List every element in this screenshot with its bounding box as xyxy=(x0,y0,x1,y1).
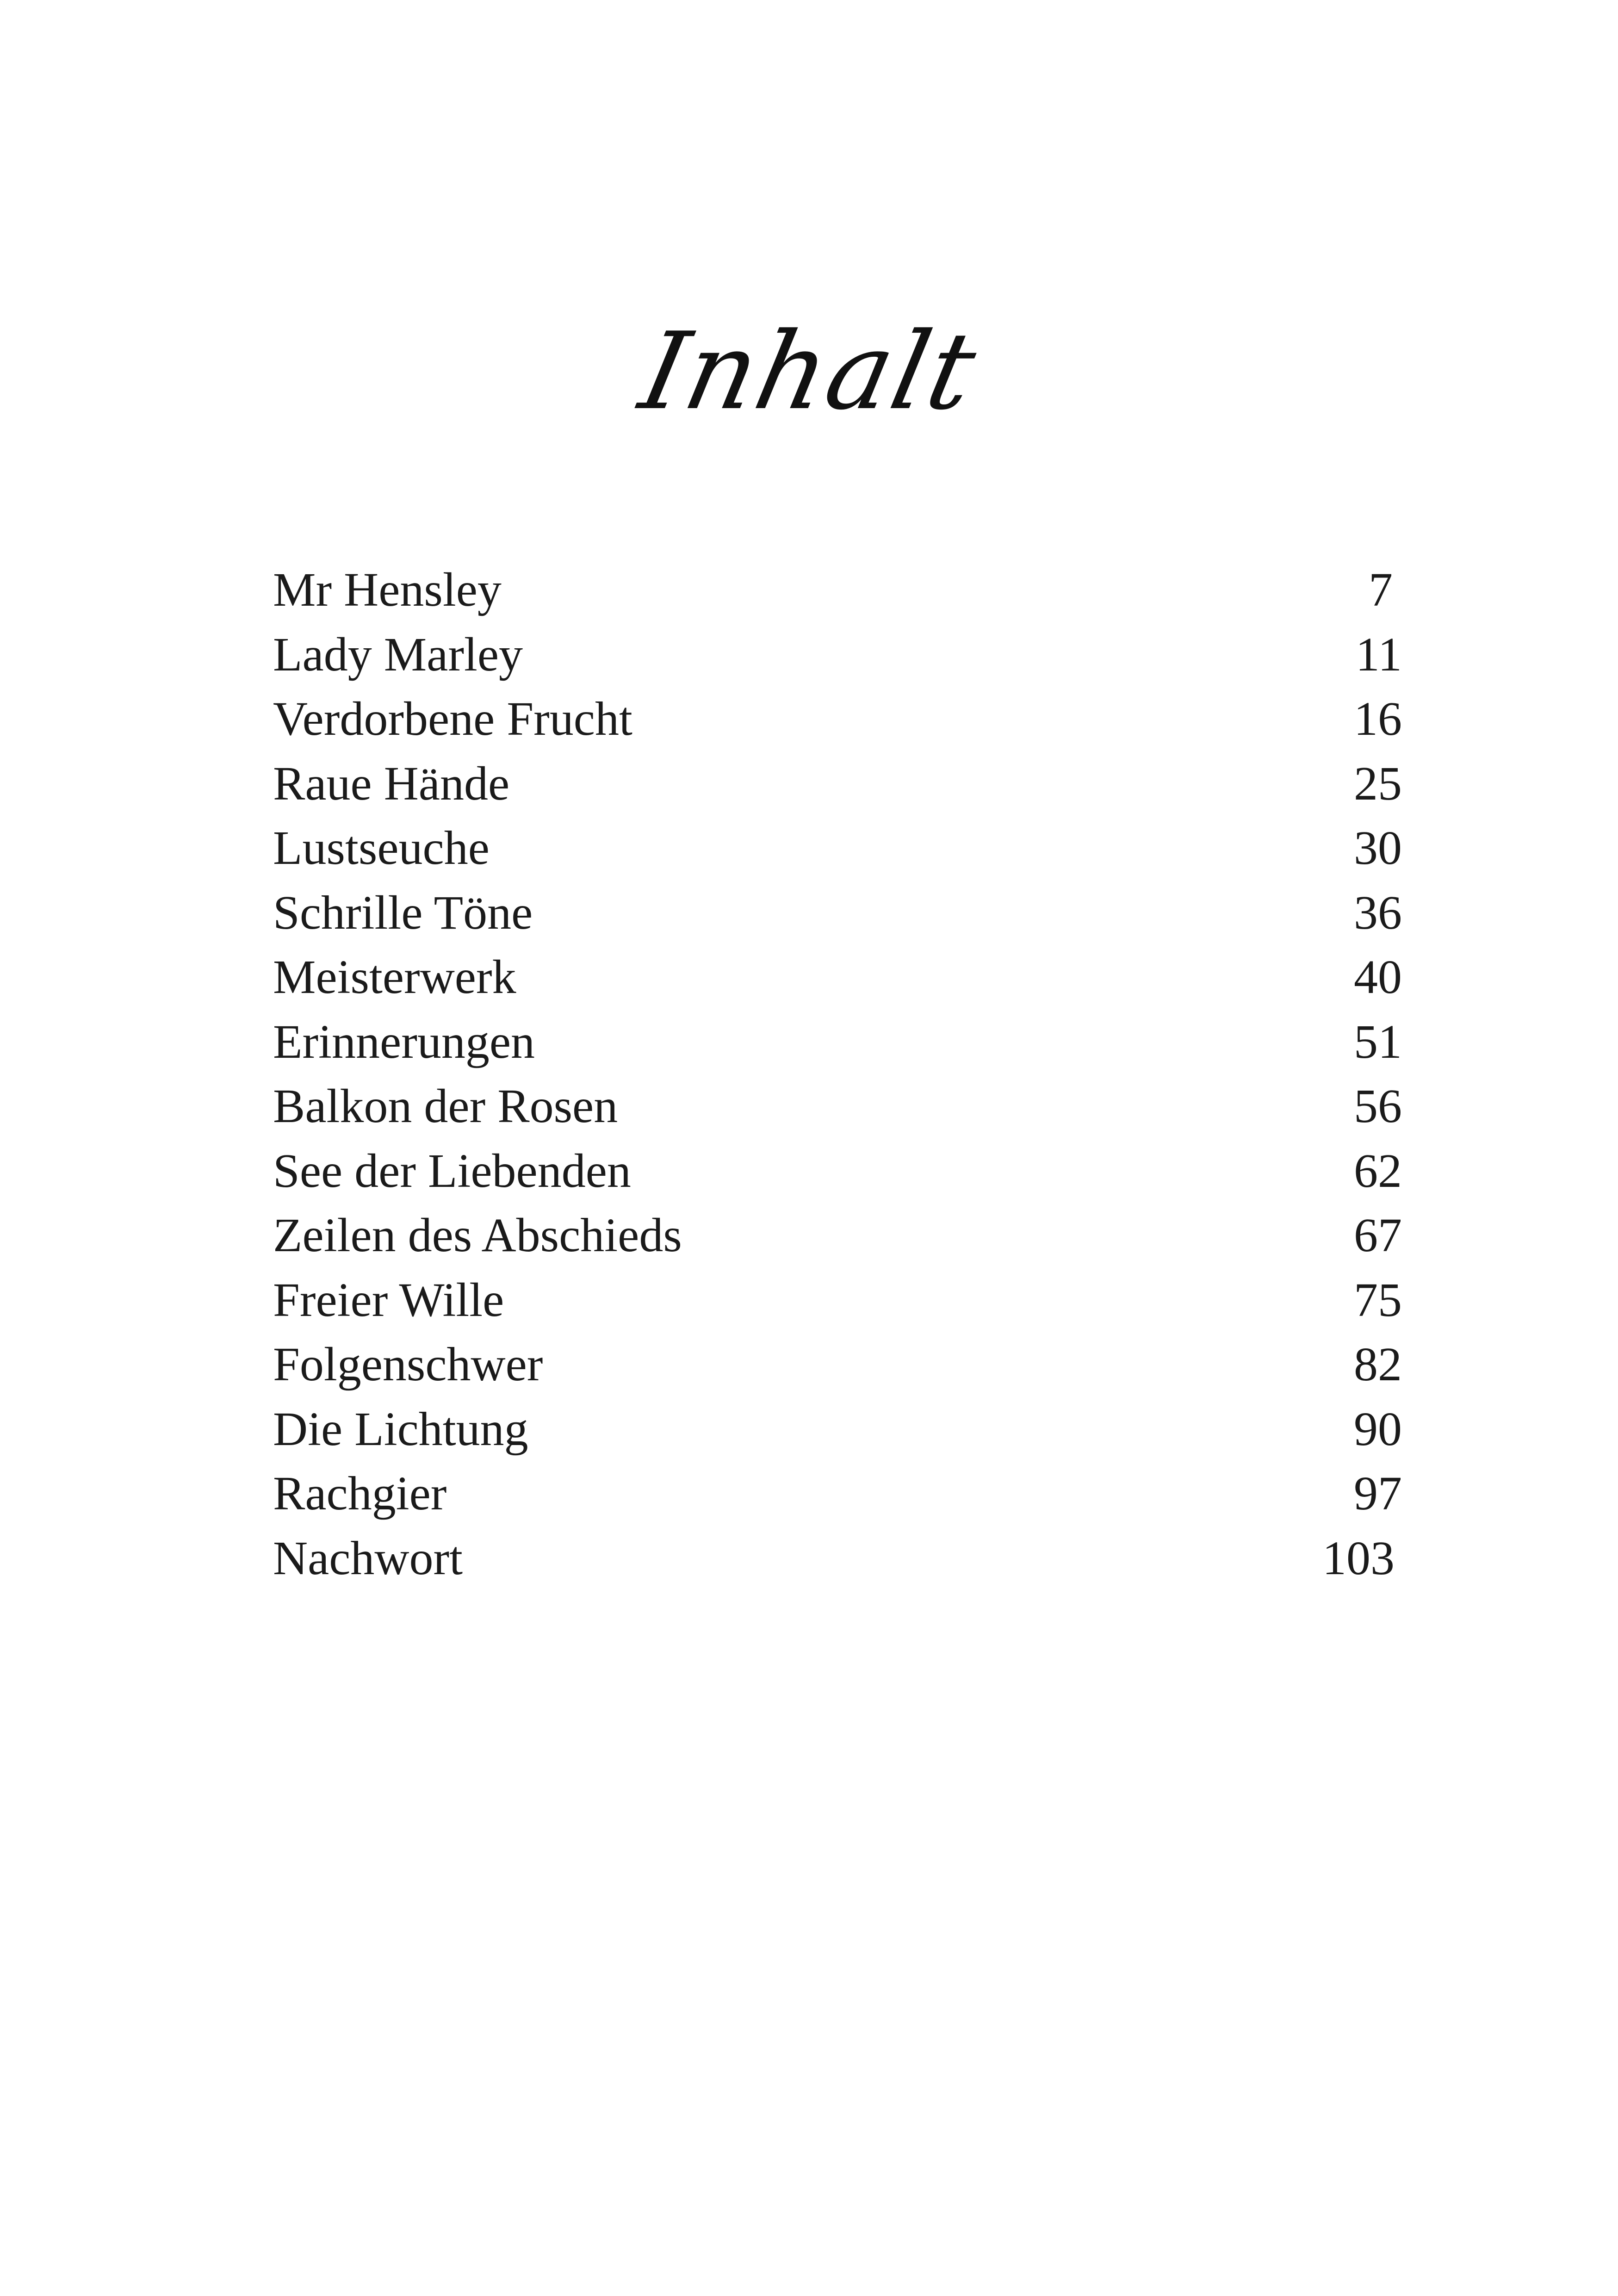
toc-entry xyxy=(273,816,1402,881)
toc-entry-page-number: 51 xyxy=(1354,1015,1402,1068)
toc-entry-page-number: 97 xyxy=(1354,1467,1402,1520)
toc-entry xyxy=(273,1397,1402,1462)
toc-entry-title: Die Lichtung xyxy=(273,1402,528,1456)
toc-entry-title: Lady Marley xyxy=(273,627,523,681)
toc-entry-page-number: 40 xyxy=(1354,950,1402,1004)
toc-entry-page-number: 11 xyxy=(1355,627,1402,681)
toc-entry xyxy=(273,687,1402,751)
toc-entry xyxy=(273,1074,1402,1139)
toc-entry-page-number: 90 xyxy=(1354,1402,1402,1456)
toc-entry-title: Freier Wille xyxy=(273,1273,504,1327)
toc-entry-title: Nachwort xyxy=(273,1531,463,1585)
table-of-contents xyxy=(273,558,1402,1590)
toc-entry-page-number: 25 xyxy=(1354,757,1402,810)
toc-entry-title: See der Liebenden xyxy=(273,1144,631,1198)
toc-entry-page-number: 75 xyxy=(1354,1273,1402,1327)
toc-entry-title: Mr Hensley xyxy=(273,563,502,616)
toc-entry-title: Raue Hände xyxy=(273,757,510,810)
toc-entry-title: Zeilen des Abschieds xyxy=(273,1209,682,1262)
toc-entry xyxy=(273,1268,1402,1333)
toc-entry-title: Balkon der Rosen xyxy=(273,1080,618,1133)
toc-entry-title: Verdorbene Frucht xyxy=(273,692,632,745)
page-title: Inhalt xyxy=(631,310,988,434)
toc-entry xyxy=(273,1332,1402,1397)
toc-entry-page-number: 56 xyxy=(1354,1080,1402,1133)
toc-entry-page-number: 7 xyxy=(1369,563,1393,616)
toc-entry-page-number: 67 xyxy=(1354,1209,1402,1262)
toc-entry xyxy=(273,1461,1402,1526)
toc-entry xyxy=(273,622,1402,687)
toc-entry xyxy=(273,751,1402,816)
toc-entry xyxy=(273,1010,1402,1074)
toc-entry xyxy=(273,945,1402,1010)
toc-entry-page-number: 103 xyxy=(1322,1531,1395,1585)
toc-entry-page-number: 82 xyxy=(1354,1338,1402,1391)
toc-entry-page-number: 16 xyxy=(1354,692,1402,745)
toc-entry xyxy=(273,558,1402,622)
toc-entry-title: Rachgier xyxy=(273,1467,447,1520)
toc-entry xyxy=(273,1203,1402,1268)
toc-entry xyxy=(273,1526,1402,1591)
toc-entry-page-number: 30 xyxy=(1354,821,1402,875)
toc-entry-title: Lustseuche xyxy=(273,821,490,875)
toc-entry xyxy=(273,1139,1402,1204)
toc-entry xyxy=(273,881,1402,945)
toc-entry-page-number: 62 xyxy=(1354,1144,1402,1198)
toc-entry-title: Meisterwerk xyxy=(273,950,516,1004)
toc-entry-title: Folgenschwer xyxy=(273,1338,543,1391)
toc-entry-title: Erinnerungen xyxy=(273,1015,535,1068)
toc-entry-title: Schrille Töne xyxy=(273,886,533,939)
toc-entry-page-number: 36 xyxy=(1354,886,1402,939)
